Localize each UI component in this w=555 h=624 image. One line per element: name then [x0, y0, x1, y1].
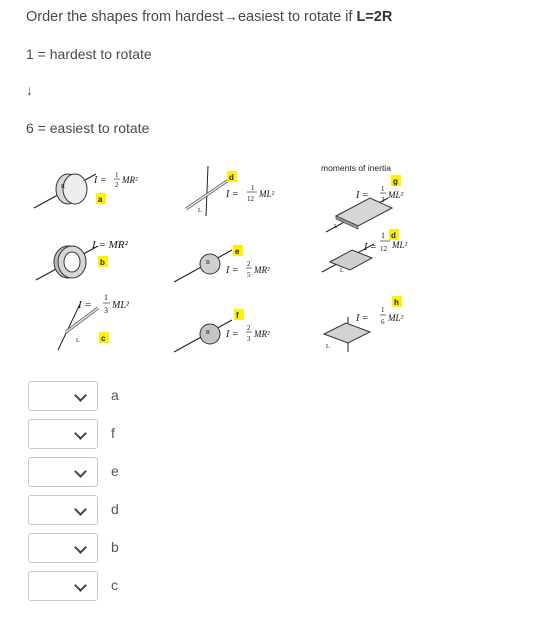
formula-c-suffix: ML² — [112, 300, 129, 311]
shape-d2-plate-center — [322, 229, 408, 274]
shape-g-plate-edge — [326, 175, 404, 232]
question-title — [26, 9, 392, 25]
formula-a-num: 1 — [115, 171, 119, 179]
formula-f-num: 2 — [247, 324, 251, 332]
formula-d-suffix: ML² — [259, 189, 275, 199]
formula-c-num: 1 — [104, 293, 108, 302]
formula-d2-den: 12 — [380, 245, 387, 253]
figure-header: moments of inertia — [321, 163, 391, 173]
formula-h-suffix: ML² — [388, 313, 404, 323]
chevron-down-icon — [74, 389, 87, 402]
formula-a-suffix: MR² — [122, 175, 138, 185]
letter-d: d — [229, 173, 234, 182]
formula-d-num: 1 — [251, 184, 255, 192]
letter-b: b — [100, 258, 105, 267]
rank-bottom-text: 6 = easiest to rotate — [26, 120, 150, 136]
chevron-down-icon — [74, 579, 87, 592]
letter-f: f — [236, 311, 239, 320]
formula-f-suffix: MR² — [254, 329, 270, 339]
rank-select-d[interactable] — [28, 495, 98, 525]
rank-select-a[interactable] — [28, 381, 98, 411]
formula-d-den: 12 — [247, 195, 254, 203]
letter-d2: d — [391, 231, 396, 240]
down-arrow-icon: ↓ — [26, 82, 33, 98]
radius-label-e: R — [206, 260, 211, 266]
letter-h: h — [394, 298, 399, 307]
chevron-down-icon — [74, 465, 87, 478]
chevron-down-icon — [74, 541, 87, 554]
figure-svg — [26, 152, 446, 364]
formula-c-den: 3 — [104, 306, 108, 315]
formula-h-den: 6 — [381, 318, 385, 326]
rank-select-b[interactable] — [28, 533, 98, 563]
length-label-c: L — [76, 338, 80, 344]
formula-g-suffix: ML² — [388, 190, 404, 200]
length-label-g: L — [334, 224, 338, 230]
answer-label-c: c — [111, 577, 118, 593]
formula-d2-suffix: ML² — [392, 240, 408, 250]
formula-a-den: 2 — [115, 181, 119, 189]
shape-h-plate-perpendicular — [324, 296, 404, 352]
formula-f-den: 3 — [247, 335, 251, 343]
shape-a-solid-disk — [34, 171, 138, 208]
formula-d2-prefix: I = — [364, 242, 377, 253]
chevron-down-icon — [74, 503, 87, 516]
shape-f-spherical-shell — [174, 309, 270, 352]
formula-h-num: 1 — [381, 306, 385, 314]
answer-label-e: e — [111, 463, 119, 479]
shape-c-rod-end — [58, 293, 130, 350]
formula-e-num: 2 — [247, 260, 251, 268]
length-label-h: L — [326, 344, 330, 350]
length-label-d: L — [198, 208, 202, 214]
shape-d-rod-center — [186, 166, 275, 216]
formula-e-den: 5 — [247, 271, 251, 279]
moments-of-inertia-figure — [26, 152, 446, 364]
title-prefix: Order the shapes from hardest — [26, 9, 224, 25]
chevron-down-icon — [74, 427, 87, 440]
formula-g-num: 1 — [381, 185, 385, 193]
answer-label-d: d — [111, 501, 119, 517]
title-arrow: → — [223, 9, 238, 25]
rank-select-e[interactable] — [28, 457, 98, 487]
formula-h-prefix: I = — [356, 313, 369, 324]
formula-f-prefix: I = — [226, 329, 239, 340]
answer-label-a: a — [111, 387, 119, 403]
letter-g: g — [393, 177, 398, 186]
rank-select-f[interactable] — [28, 419, 98, 449]
answer-label-b: b — [111, 539, 119, 555]
formula-d2-num: 1 — [381, 231, 385, 240]
letter-e: e — [235, 247, 240, 256]
formula-b: I = MR² — [92, 239, 128, 251]
answer-label-f: f — [111, 425, 115, 441]
formula-g-prefix: I = — [356, 190, 369, 201]
shape-b-hoop — [36, 239, 128, 280]
radius-label: R — [61, 184, 66, 190]
formula-e-prefix: I = — [226, 265, 239, 276]
title-middle: easiest to rotate if — [237, 9, 357, 25]
letter-c: c — [101, 334, 106, 343]
shape-e-solid-sphere — [174, 245, 270, 282]
rank-select-c[interactable] — [28, 571, 98, 601]
formula-g-den: 3 — [381, 196, 385, 204]
length-label-d2: L — [340, 268, 344, 274]
formula-a-prefix: I = — [94, 175, 107, 186]
formula-c-prefix: I = — [78, 299, 92, 311]
letter-a: a — [98, 195, 103, 204]
radius-label-f: R — [206, 330, 211, 336]
formula-e-suffix: MR² — [254, 265, 270, 275]
title-condition: L=2R — [356, 9, 393, 25]
rank-top-text: 1 = hardest to rotate — [26, 46, 152, 62]
formula-d-prefix: I = — [226, 189, 239, 200]
